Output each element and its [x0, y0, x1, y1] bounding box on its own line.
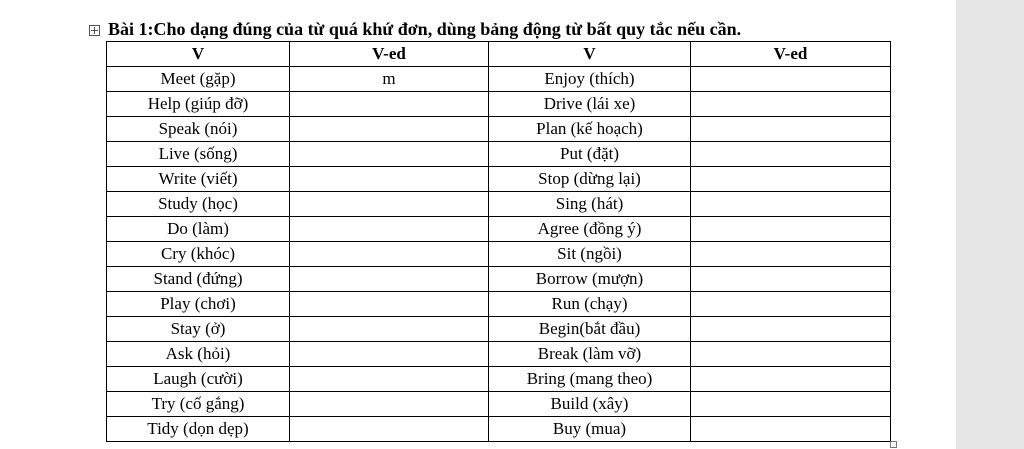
ved-cell[interactable] [691, 392, 891, 417]
table-row [107, 292, 891, 317]
ved-cell[interactable] [290, 117, 489, 142]
ved-cell[interactable]: m [290, 67, 489, 92]
verb-cell[interactable]: Write (viết) [107, 167, 290, 192]
ved-cell[interactable] [290, 392, 489, 417]
table-row [107, 92, 891, 117]
header-v-right: V [489, 42, 691, 67]
exercise-title: Bài 1:Cho dạng đúng của từ quá khứ đơn, dùng bảng động từ bất quy tắc nếu cần. [108, 19, 742, 39]
verb-cell[interactable]: Ask (hỏi) [107, 342, 290, 367]
verb-cell[interactable]: Stay (ở) [107, 317, 290, 342]
table-row [107, 392, 891, 417]
ved-cell[interactable] [290, 317, 489, 342]
header-v-left: V [107, 42, 290, 67]
verb-cell[interactable]: Help (giúp đỡ) [107, 92, 290, 117]
ved-cell[interactable] [691, 117, 891, 142]
ved-cell[interactable] [290, 217, 489, 242]
ved-cell[interactable] [691, 217, 891, 242]
verb-cell[interactable]: Build (xây) [489, 392, 691, 417]
ved-cell[interactable] [290, 242, 489, 267]
ved-cell[interactable] [691, 292, 891, 317]
verb-cell[interactable]: Laugh (cười) [107, 367, 290, 392]
verb-cell[interactable]: Drive (lái xe) [489, 92, 691, 117]
verb-cell[interactable]: Play (chơi) [107, 292, 290, 317]
ved-cell[interactable] [691, 342, 891, 367]
ved-cell[interactable] [290, 292, 489, 317]
verb-cell[interactable]: Borrow (mượn) [489, 267, 691, 292]
ved-cell[interactable] [691, 367, 891, 392]
window-side-area [956, 0, 1024, 449]
header-ved-left: V-ed [290, 42, 489, 67]
table-row [107, 267, 891, 292]
header-row [107, 42, 891, 67]
table-row [107, 342, 891, 367]
verb-cell[interactable]: Break (làm vỡ) [489, 342, 691, 367]
verb-cell[interactable]: Plan (kế hoạch) [489, 117, 691, 142]
table-row [107, 242, 891, 267]
ved-cell[interactable] [691, 142, 891, 167]
verb-cell[interactable]: Do (làm) [107, 217, 290, 242]
verb-cell[interactable]: Enjoy (thích) [489, 67, 691, 92]
ved-cell[interactable] [691, 242, 891, 267]
header-ved-right: V-ed [691, 42, 891, 67]
table-row [107, 192, 891, 217]
verb-table [106, 41, 891, 442]
verb-cell[interactable]: Stand (đứng) [107, 267, 290, 292]
table-move-handle-icon[interactable] [89, 25, 100, 36]
verb-cell[interactable]: Study (học) [107, 192, 290, 217]
table-resize-handle-icon[interactable] [890, 441, 897, 448]
verb-cell[interactable]: Run (chạy) [489, 292, 691, 317]
table-row [107, 317, 891, 342]
table-row [107, 367, 891, 392]
ved-cell[interactable] [290, 417, 489, 442]
ved-cell[interactable] [290, 142, 489, 167]
verb-cell[interactable]: Meet (gặp) [107, 67, 290, 92]
verb-cell[interactable]: Cry (khóc) [107, 242, 290, 267]
table-row [107, 117, 891, 142]
ved-cell[interactable] [290, 267, 489, 292]
ved-cell[interactable] [691, 417, 891, 442]
verb-cell[interactable]: Speak (nói) [107, 117, 290, 142]
ved-cell[interactable] [290, 92, 489, 117]
table-row [107, 67, 891, 92]
ved-cell[interactable] [691, 267, 891, 292]
verb-cell[interactable]: Tidy (dọn dẹp) [107, 417, 290, 442]
ved-cell[interactable] [691, 167, 891, 192]
verb-cell[interactable]: Buy (mua) [489, 417, 691, 442]
verb-cell[interactable]: Sit (ngồi) [489, 242, 691, 267]
verb-cell[interactable]: Begin(bắt đầu) [489, 317, 691, 342]
ved-cell[interactable] [290, 167, 489, 192]
ved-cell[interactable] [290, 367, 489, 392]
table-row [107, 167, 891, 192]
verb-cell[interactable]: Agree (đồng ý) [489, 217, 691, 242]
ved-cell[interactable] [691, 92, 891, 117]
ved-cell[interactable] [290, 192, 489, 217]
verb-cell[interactable]: Stop (dừng lại) [489, 167, 691, 192]
ved-cell[interactable] [290, 342, 489, 367]
verb-cell[interactable]: Sing (hát) [489, 192, 691, 217]
table-row [107, 217, 891, 242]
ved-cell[interactable] [691, 317, 891, 342]
verb-cell[interactable]: Bring (mang theo) [489, 367, 691, 392]
ved-cell[interactable] [691, 192, 891, 217]
ved-cell[interactable] [691, 67, 891, 92]
verb-cell[interactable]: Put (đặt) [489, 142, 691, 167]
table-row [107, 417, 891, 442]
table-row [107, 142, 891, 167]
verb-cell[interactable]: Live (sống) [107, 142, 290, 167]
verb-cell[interactable]: Try (cố gắng) [107, 392, 290, 417]
